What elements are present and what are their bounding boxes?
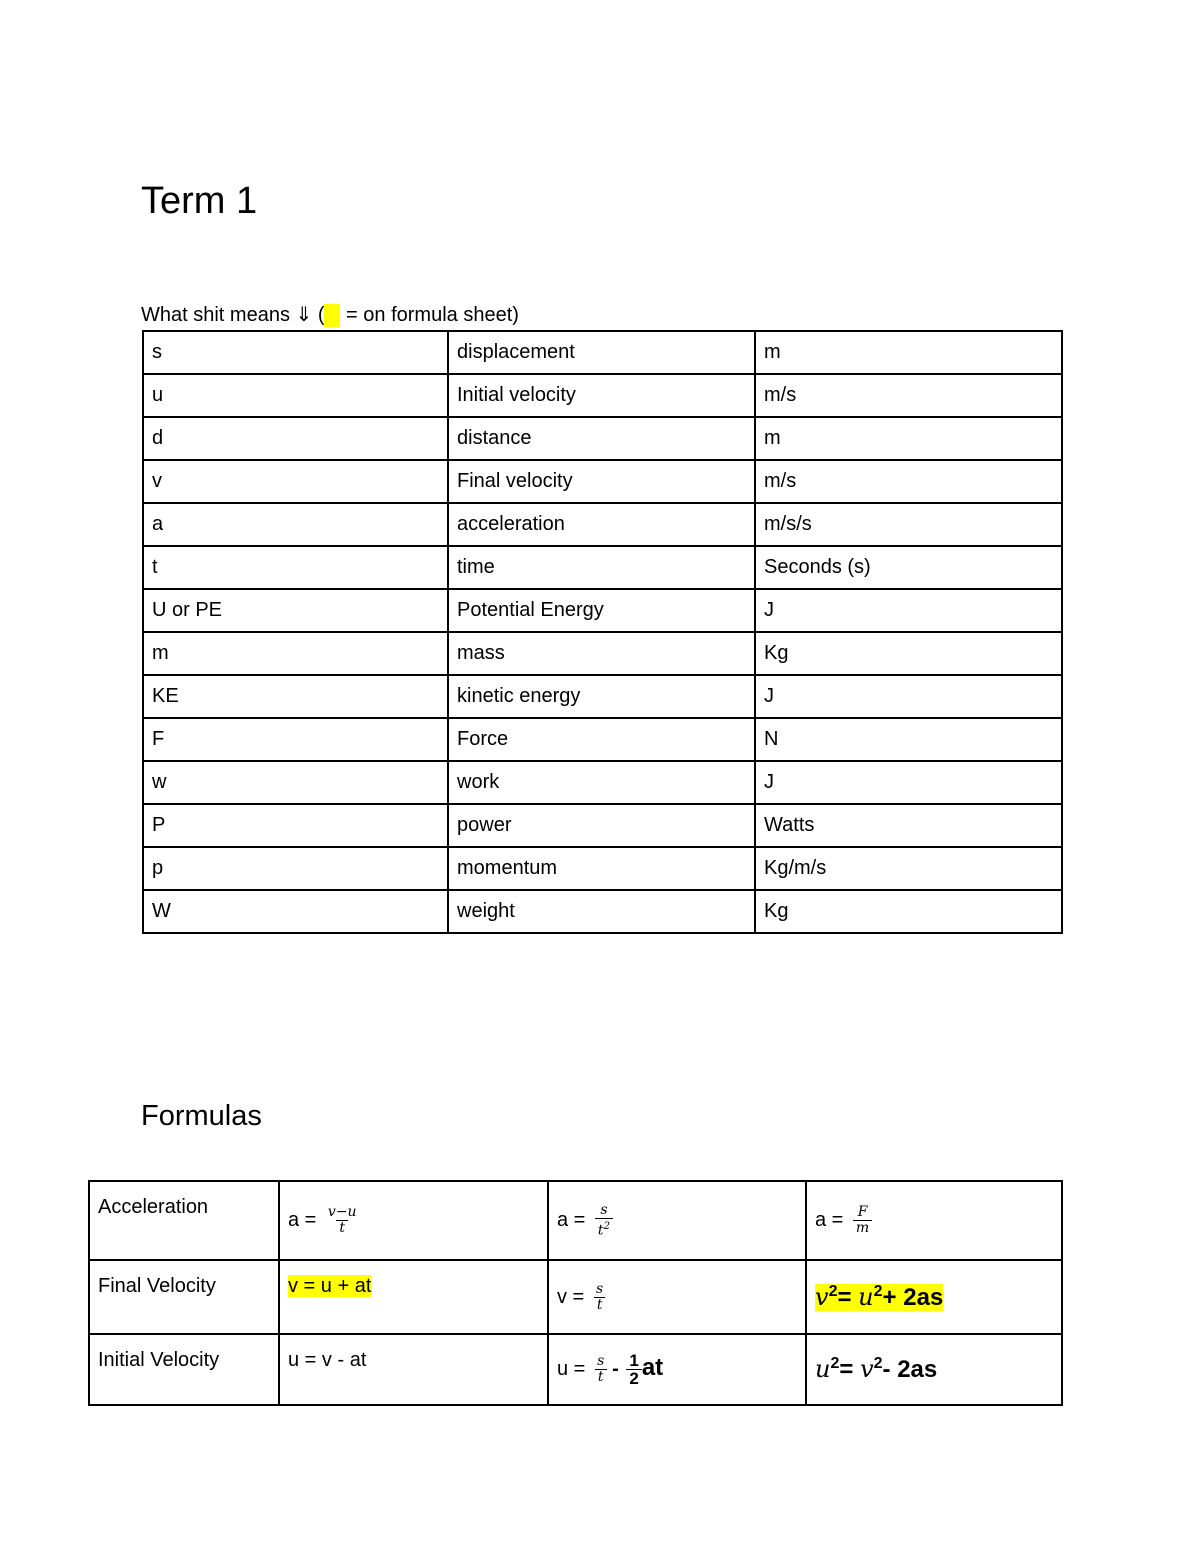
numerator: F bbox=[857, 1204, 868, 1220]
table-caption bbox=[141, 302, 519, 327]
formula-cell bbox=[548, 1260, 806, 1334]
formula-rest: + 2as bbox=[882, 1283, 944, 1311]
variable-symbol: t bbox=[143, 546, 448, 589]
equals: = bbox=[837, 1283, 859, 1311]
variable-meaning: work bbox=[448, 761, 755, 804]
variable-meaning: displacement bbox=[448, 331, 755, 374]
variable-symbol: P bbox=[143, 804, 448, 847]
variable-symbol: U or PE bbox=[143, 589, 448, 632]
formula-label: Initial Velocity bbox=[89, 1334, 279, 1405]
formula-label: Final Velocity bbox=[89, 1260, 279, 1334]
formula-lhs: a = bbox=[557, 1208, 586, 1231]
variable-unit: N bbox=[755, 718, 1062, 761]
table-row bbox=[143, 460, 1062, 503]
numerator: 1 bbox=[629, 1351, 639, 1370]
variable-symbol: p bbox=[143, 847, 448, 890]
formula-cell bbox=[806, 1181, 1062, 1260]
table-row bbox=[143, 804, 1062, 847]
variable-unit: m bbox=[755, 331, 1062, 374]
variable-meaning: acceleration bbox=[448, 503, 755, 546]
numerator: s bbox=[596, 1280, 604, 1297]
formulas-table bbox=[88, 1180, 1063, 1406]
variable-unit: Kg bbox=[755, 632, 1062, 675]
table-row bbox=[143, 890, 1062, 933]
fraction bbox=[326, 1205, 359, 1236]
variable-unit: Kg bbox=[755, 890, 1062, 933]
formula-cell bbox=[806, 1260, 1062, 1334]
table-row bbox=[143, 718, 1062, 761]
numerator: s bbox=[600, 1201, 608, 1218]
table-row bbox=[143, 374, 1062, 417]
denominator bbox=[595, 1218, 613, 1239]
variable-unit: J bbox=[755, 675, 1062, 718]
denominator: t bbox=[336, 1220, 348, 1236]
denominator-base: t bbox=[597, 1222, 604, 1239]
highlighted-formula: v = u + at bbox=[288, 1275, 372, 1297]
variable-symbol: KE bbox=[143, 675, 448, 718]
table-row bbox=[143, 675, 1062, 718]
fraction bbox=[626, 1352, 641, 1387]
variable-unit: Seconds (s) bbox=[755, 546, 1062, 589]
formula-cell bbox=[806, 1334, 1062, 1405]
formula-rest: at bbox=[641, 1353, 664, 1381]
equals: = bbox=[839, 1356, 861, 1383]
variable-meaning: Force bbox=[448, 718, 755, 761]
caption-prefix: What shit means ⇓ ( bbox=[141, 304, 325, 326]
formula-cell bbox=[279, 1334, 548, 1405]
formula-lhs: a = bbox=[815, 1208, 844, 1231]
denominator: t bbox=[595, 1369, 607, 1385]
variable-meaning: kinetic energy bbox=[448, 675, 755, 718]
formula-row-initial-velocity bbox=[89, 1334, 1062, 1405]
highlighted-formula bbox=[815, 1284, 943, 1311]
denominator: 2 bbox=[626, 1369, 641, 1387]
variables-table bbox=[142, 330, 1063, 934]
variable-symbol: a bbox=[143, 503, 448, 546]
table-row bbox=[143, 761, 1062, 804]
exponent: 2 bbox=[873, 1355, 883, 1372]
variable-unit: Kg/m/s bbox=[755, 847, 1062, 890]
formula-lhs: v = bbox=[557, 1285, 585, 1308]
variable-symbol: v bbox=[143, 460, 448, 503]
formula-lhs: u = bbox=[557, 1357, 586, 1380]
variable-symbol: s bbox=[143, 331, 448, 374]
table-row bbox=[143, 632, 1062, 675]
variable-meaning: Final velocity bbox=[448, 460, 755, 503]
formula-row-final-velocity bbox=[89, 1260, 1062, 1334]
variable-symbol: F bbox=[143, 718, 448, 761]
numerator: v−u bbox=[327, 1204, 357, 1220]
table-row bbox=[143, 503, 1062, 546]
variable-meaning: Initial velocity bbox=[448, 374, 755, 417]
exponent: 2 bbox=[873, 1282, 883, 1300]
formula-text: u = v - at bbox=[288, 1349, 367, 1371]
variable-symbol: w bbox=[143, 761, 448, 804]
formula-lhs: a = bbox=[288, 1208, 317, 1231]
exponent: 2 bbox=[830, 1355, 840, 1372]
fraction bbox=[594, 1282, 606, 1313]
table-row bbox=[143, 331, 1062, 374]
variable-unit: Watts bbox=[755, 804, 1062, 847]
variable-unit: m/s bbox=[755, 460, 1062, 503]
highlight-swatch bbox=[324, 304, 340, 327]
fraction bbox=[595, 1203, 613, 1239]
variable-unit: m bbox=[755, 417, 1062, 460]
formula-cell bbox=[279, 1260, 548, 1334]
math-var: u bbox=[858, 1282, 874, 1311]
table-row bbox=[143, 589, 1062, 632]
caption-suffix: = on formula sheet) bbox=[346, 304, 519, 326]
table-row bbox=[143, 847, 1062, 890]
variable-meaning: distance bbox=[448, 417, 755, 460]
operator: - bbox=[612, 1357, 619, 1380]
variable-symbol: W bbox=[143, 890, 448, 933]
exponent: 2 bbox=[828, 1282, 838, 1300]
table-row bbox=[143, 546, 1062, 589]
variable-meaning: power bbox=[448, 804, 755, 847]
variable-meaning: momentum bbox=[448, 847, 755, 890]
numerator: s bbox=[597, 1353, 605, 1369]
variable-meaning: weight bbox=[448, 890, 755, 933]
formula-row-acceleration bbox=[89, 1181, 1062, 1260]
variable-symbol: u bbox=[143, 374, 448, 417]
variable-symbol: m bbox=[143, 632, 448, 675]
denominator: m bbox=[853, 1220, 872, 1236]
variable-unit: m/s bbox=[755, 374, 1062, 417]
variable-meaning: Potential Energy bbox=[448, 589, 755, 632]
fraction bbox=[595, 1354, 607, 1385]
math-var: u bbox=[815, 1355, 831, 1383]
variable-unit: J bbox=[755, 761, 1062, 804]
formula-cell bbox=[548, 1181, 806, 1260]
formula-rest: - 2as bbox=[882, 1356, 938, 1383]
variable-meaning: time bbox=[448, 546, 755, 589]
variable-symbol: d bbox=[143, 417, 448, 460]
formula-cell bbox=[548, 1334, 806, 1405]
fraction bbox=[853, 1205, 872, 1236]
table-row bbox=[143, 417, 1062, 460]
formula-label: Acceleration bbox=[89, 1181, 279, 1260]
formula bbox=[815, 1356, 937, 1383]
math-var: v bbox=[815, 1282, 829, 1311]
variable-meaning: mass bbox=[448, 632, 755, 675]
formulas-heading: Formulas bbox=[141, 1100, 262, 1132]
exponent: 2 bbox=[603, 1220, 610, 1232]
math-var: v bbox=[860, 1355, 874, 1383]
denominator: t bbox=[594, 1297, 606, 1313]
page-title: Term 1 bbox=[141, 180, 258, 222]
formula-cell bbox=[279, 1181, 548, 1260]
variables-table-body bbox=[143, 331, 1062, 933]
variable-unit: m/s/s bbox=[755, 503, 1062, 546]
variable-unit: J bbox=[755, 589, 1062, 632]
